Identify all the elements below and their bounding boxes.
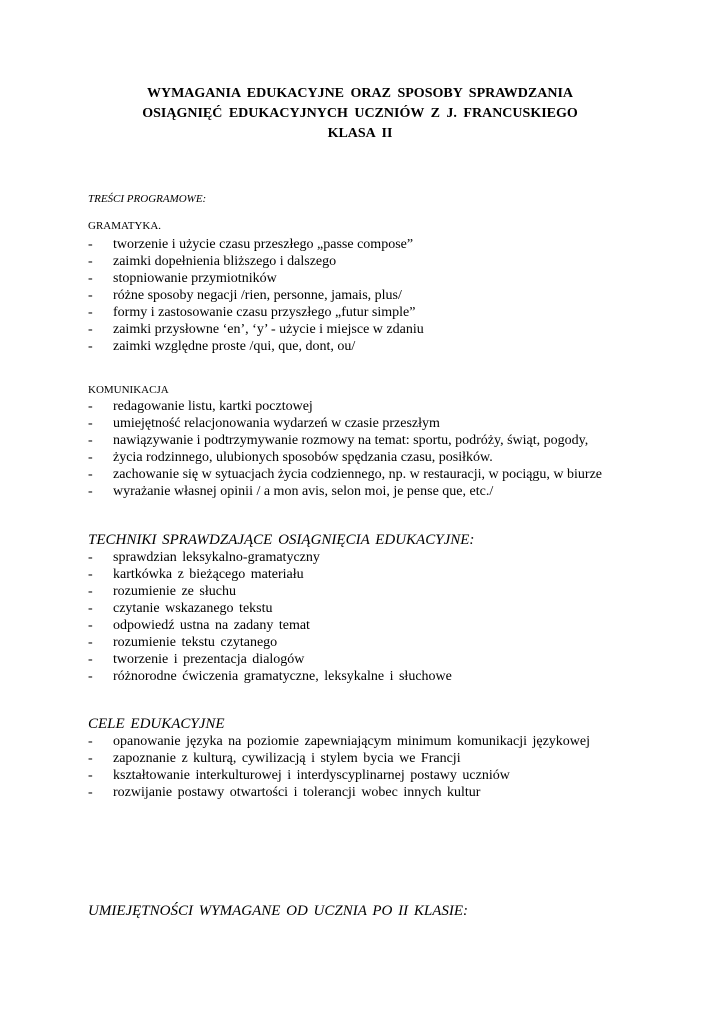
- komunikacja-heading: KOMUNIKACJA: [88, 384, 169, 396]
- list-item: - nawiązywanie i podtrzymywanie rozmowy na temat: sportu, podróży, świąt, pogody,: [88, 432, 602, 449]
- list-item: - rozumienie tekstu czytanego: [88, 634, 452, 651]
- list-item: - różne sposoby negacji /rien, personne, jamais, plus/: [88, 287, 424, 304]
- gramatyka-list: [88, 236, 424, 355]
- list-item: - zapoznanie z kulturą, cywilizacją i stylem bycia we Francji: [88, 750, 590, 767]
- list-item: - odpowiedź ustna na zadany temat: [88, 617, 452, 634]
- techniki-heading: TECHNIKI SPRAWDZAJĄCE OSIĄGNIĘCIA EDUKACYJNE:: [88, 532, 475, 548]
- cele-list: [88, 733, 590, 801]
- list-item: - tworzenie i prezentacja dialogów: [88, 651, 452, 668]
- list-item: - rozumienie ze słuchu: [88, 583, 452, 600]
- title-line-3: KLASA II: [327, 126, 393, 141]
- cele-heading: CELE EDUKACYJNE: [88, 716, 225, 732]
- title-line-2: OSIĄGNIĘĆ EDUKACYJNYCH UCZNIÓW Z J. FRANCUSKIEGO: [142, 106, 578, 121]
- tresci-heading: TREŚCI PROGRAMOWE:: [88, 193, 207, 205]
- document-title: [60, 84, 660, 144]
- umiejetnosci-heading: UMIEJĘTNOŚCI WYMAGANE OD UCZNIA PO II KLASIE:: [88, 903, 469, 919]
- title-line-1: WYMAGANIA EDUKACYJNE ORAZ SPOSOBY SPRAWDZANIA: [146, 86, 574, 101]
- list-item: - formy i zastosowanie czasu przyszłego „futur simple”: [88, 304, 424, 321]
- list-item: - opanowanie języka na poziomie zapewniającym minimum komunikacji językowej: [88, 733, 590, 750]
- list-item: - wyrażanie własnej opinii / a mon avis, selon moi, je pense que, etc./: [88, 483, 602, 500]
- gramatyka-heading: GRAMATYKA.: [88, 220, 162, 232]
- list-item: - kartkówka z bieżącego materiału: [88, 566, 452, 583]
- list-item: - rozwijanie postawy otwartości i tolerancji wobec innych kultur: [88, 784, 590, 801]
- list-item: - zaimki dopełnienia bliższego i dalszego: [88, 253, 424, 270]
- list-item: - różnorodne ćwiczenia gramatyczne, leksykalne i słuchowe: [88, 668, 452, 685]
- list-item: - redagowanie listu, kartki pocztowej: [88, 398, 602, 415]
- list-item: - sprawdzian leksykalno-gramatyczny: [88, 549, 452, 566]
- list-item: - kształtowanie interkulturowej i interdyscyplinarnej postawy uczniów: [88, 767, 590, 784]
- list-item: - umiejętność relacjonowania wydarzeń w czasie przeszłym: [88, 415, 602, 432]
- list-item: - zaimki względne proste /qui, que, dont, ou/: [88, 338, 424, 355]
- list-item: - tworzenie i użycie czasu przeszłego „passe compose”: [88, 236, 424, 253]
- techniki-list: [88, 549, 452, 685]
- list-item: - życia rodzinnego, ulubionych sposobów spędzania czasu, posiłków.: [88, 449, 602, 466]
- list-item: - zaimki przysłowne ‘en’, ‘y’ - użycie i miejsce w zdaniu: [88, 321, 424, 338]
- komunikacja-list: [88, 398, 602, 500]
- list-item: - stopniowanie przymiotników: [88, 270, 424, 287]
- list-item: - zachowanie się w sytuacjach życia codziennego, np. w restauracji, w pociągu, w biurze: [88, 466, 602, 483]
- list-item: - czytanie wskazanego tekstu: [88, 600, 452, 617]
